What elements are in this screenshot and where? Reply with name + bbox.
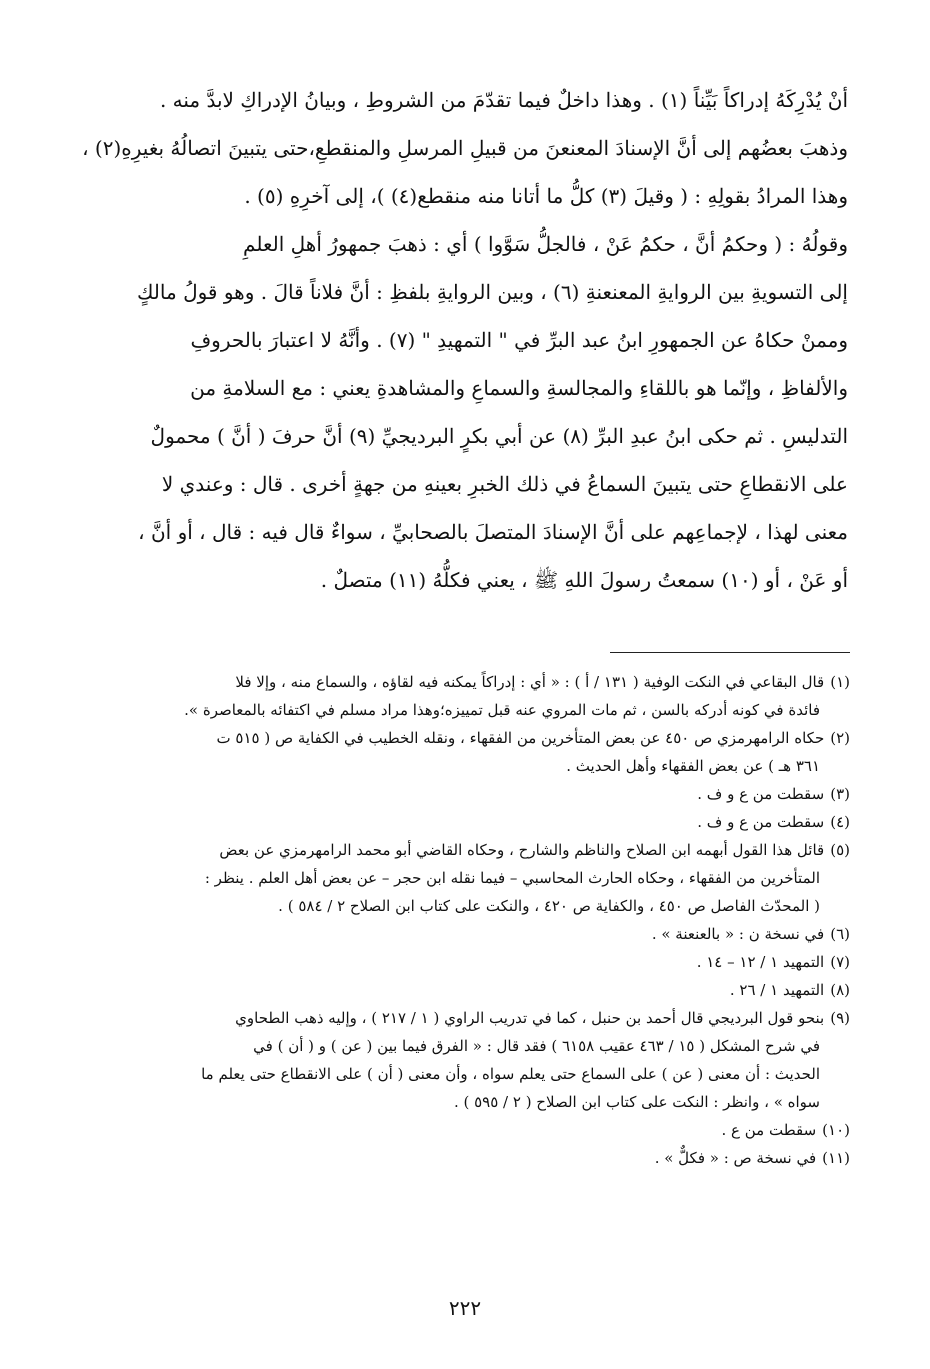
footnote-number: (٢): [830, 729, 850, 747]
footnote-text: بنحو قول البرديجي قال أحمد بن حنبل ، كما في تدريب الراوي ( ١ / ٢١٧ ) ، وإليه ذهب الطحاوي: [235, 1009, 825, 1027]
footnote-text: سقطت من ع و ف .: [697, 785, 825, 803]
main-text: [82, 76, 848, 604]
footnote: [88, 948, 850, 976]
text-line: إلى التسويةِ بين الروايةِ المعنعنةِ (٦) ، وبين الروايةِ بلفظِ : أنَّ فلاناً قالَ . وهو قولُ مالكٍ: [136, 280, 848, 304]
footnote: [88, 836, 850, 920]
footnote-text: قائل هذا القول أبهمه ابن الصلاح والناظم والشارح ، وحكاه القاضي أبو محمد الرامهرمزي عن بعض: [219, 841, 825, 859]
footnote-text: المتأخرين من الفقهاء ، وحكاه الحارث المحاسبي – فيما نقله ابن حجر – عن بعض أهل العلم . ينظر :: [204, 869, 820, 887]
footnote-number: (٣): [830, 785, 850, 803]
text-line: وممنْ حكاهُ عن الجمهورِ ابنُ عبد البرِّ في " التمهيدِ " (٧) . وأنَّهُ لا اعتبارَ بالحروفِ: [190, 328, 848, 352]
text-line: التدليسِ . ثم حكى ابنُ عبدِ البرِّ (٨) عن أبي بكرٍ البرديجيِّ (٩) أنَّ حرفَ ( أنَّ ) محمولٌ: [150, 424, 848, 448]
footnote-number: (٦): [830, 925, 850, 943]
footnote-text: في نسخة ص : « فكلٌّ » .: [654, 1149, 817, 1167]
footnote-text: التمهيد ١ / ٢٦ .: [729, 981, 825, 999]
footnote-number: (١١): [822, 1149, 850, 1167]
text-line: والألفاظِ ، وإنّما هو باللقاءِ والمجالسةِ والسماعِ والمشاهدةِ يعني : مع السلامةِ من: [190, 376, 848, 400]
footnote: [88, 1004, 850, 1116]
footnote-number: (١): [830, 673, 850, 691]
text-line: على الانقطاعِ حتى يتبينَ السماعُ في ذلك الخبرِ بعينهِ من جهةٍ أخرى . قال : وعندي لا: [161, 472, 848, 496]
text-line: وقولُهُ : ( وحكمُ أنَّ ، حكمُ عَنْ ، فالجلُّ سَوَّوا ) أي : ذهبَ جمهورُ أهلِ العلمِ: [243, 232, 848, 256]
footnote: [88, 668, 850, 724]
footnote-text: فائدة في كونه أدركه بالسن ، ثم مات المروي عنه قبل تمييزه؛وهذا مراد مسلم في اكتفائه بالمعاصرة ».: [184, 701, 820, 719]
text-line: وذهبَ بعضُهم إلى أنَّ الإسنادَ المعنعنَ من قبيلِ المرسلِ والمنقطعِ،حتى يتبينَ اتصالُهُ بغيرِهِ(٢) ،: [82, 136, 848, 160]
footnote-text: قال البقاعي في النكت الوفية ( ١٣١ / أ ) : « أي : إدراكاً يمكنه فيه لقاؤه ، والسماع منه ، وإلا فلا: [235, 673, 825, 691]
text-line: وهذا المرادُ بقولِهِ : ( وقيلَ (٣) كلُّ ما أتانا منه منقطع(٤) )، إلى آخرِهِ (٥) .: [244, 184, 848, 208]
text-line: أنْ يُدْرِكَهُ إدراكاً بَيِّناً (١) . وهذا داخلٌ فيما تقدّمَ من الشروطِ ، وبيانُ الإدراكِ لابدَّ منه .: [159, 88, 848, 112]
footnote-text: ( المحدّث الفاصل ص ٤٥٠ ، والكفاية ص ٤٢٠ ، والنكت على كتاب ابن الصلاح ٢ / ٥٨٤ ) .: [278, 897, 820, 915]
footnote-text: الحديث : أن معنى ( عن ) على السماع حتى يعلم سواه ، وأن معنى ( أن ) على الانقطاع حتى يعلم ما: [201, 1065, 820, 1083]
footnote: [88, 976, 850, 1004]
footnote: [88, 920, 850, 948]
footnote-text: حكاه الرامهرمزي ص ٤٥٠ عن بعض المتأخرين من الفقهاء ، ونقله الخطيب في الكفاية ص ( ٥١٥ ت: [216, 729, 825, 747]
footnote-text: في شرح المشكل ( ١٥ / ٤٦٣ عقيب ٦١٥٨ ) فقد قال : « الفرق فيما بين ( عن ) و ( أن ) في: [253, 1037, 820, 1055]
footnote: [88, 724, 850, 780]
footnote-text: سقطت من ع .: [721, 1121, 817, 1139]
footnote-text: سواه » ، وانظر : النكت على كتاب ابن الصلاح ( ٢ / ٥٩٥ ) .: [453, 1093, 820, 1111]
footnote-text: في نسخة ن : « بالعنعنة » .: [651, 925, 825, 943]
footnotes: [88, 668, 850, 1172]
footnote-number: (٤): [830, 813, 850, 831]
footnote-number: (٥): [830, 841, 850, 859]
text-line: معنى لهذا ، لإجماعِهم على أنَّ الإسنادَ المتصلَ بالصحابيِّ ، سواءٌ قال فيه : قال ، أو أنَّ ،: [138, 520, 848, 544]
footnote-text: التمهيد ١ / ١٢ – ١٤ .: [696, 953, 825, 971]
footnote-number: (١٠): [822, 1121, 850, 1139]
footnote: [88, 808, 850, 836]
footnote: [88, 780, 850, 808]
footnote-text: سقطت من ع و ف .: [697, 813, 825, 831]
footnote: [88, 1144, 850, 1172]
page-number: ٢٢٢: [448, 1296, 482, 1320]
footnote-separator: [610, 652, 850, 653]
text-line: أو عَنْ ، أو (١٠) سمعتُ رسولَ اللهِ ﷺ ، يعني فكلُّهُ (١١) متصلٌ .: [320, 568, 848, 592]
footnote-text: ٣٦١ هـ ) عن بعض الفقهاء وأهل الحديث .: [566, 757, 820, 775]
footnote-number: (٩): [830, 1009, 850, 1027]
footnote-number: (٧): [830, 953, 850, 971]
footnote: [88, 1116, 850, 1144]
footnote-number: (٨): [830, 981, 850, 999]
